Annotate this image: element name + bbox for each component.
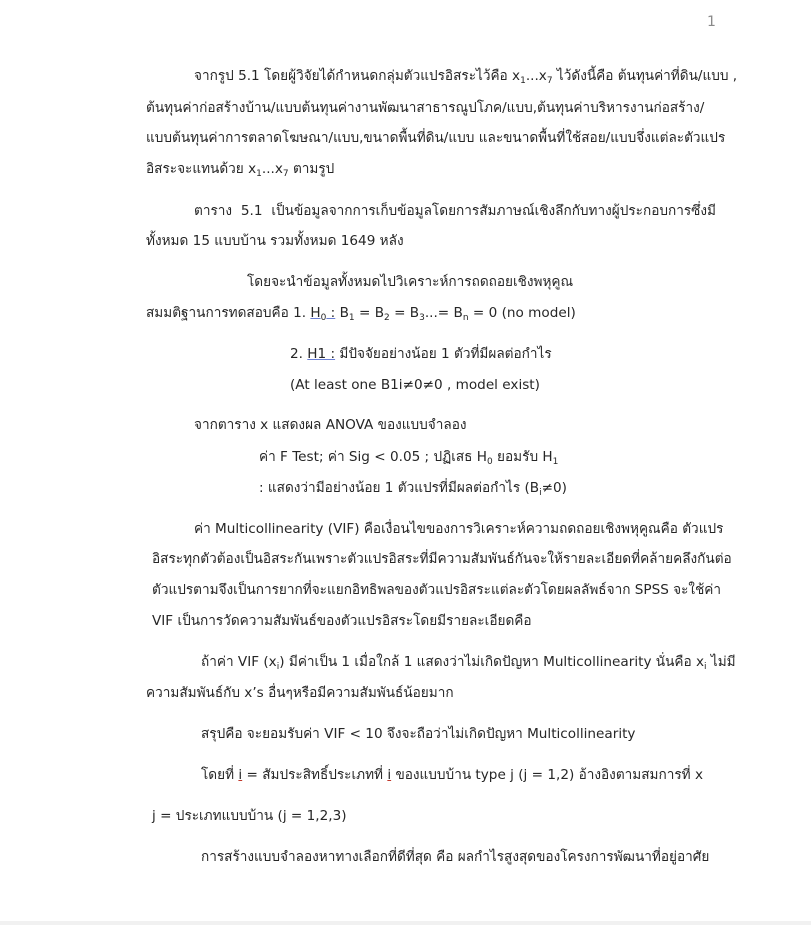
para1-line1: จากรูป 5.1 โดยผู้วิจัยได้กำหนดกลุ่มตัวแปรอิสระไว้คือ $x_1...x_7$ ไว้ดังนี้คือ ต้นทุนค่าที่ดิน/แบบ ,: [194, 68, 738, 86]
para1-line2: ต้นทุนค่าก่อสร้างบ้าน/แบบต้นทุนค่างานพัฒนาสาธารณูปโภค/แบบ,ต้นทุนค่าบริหารงานก่อสร้าง/: [146, 100, 705, 116]
para8-line2: j = ประเภทแบบบ้าน (j = 1,2,3): [152, 808, 347, 824]
para9-line1: การสร้างแบบจำลองหาทางเลือกที่ดีที่สุด คือ ผลกำไรสูงสุดของโครงการพัฒนาที่อยู่อาศัย: [201, 849, 710, 865]
para3-line1: โดยจะนำข้อมูลทั้งหมดไปวิเคราะห์การถดถอยเชิงพหุคูณ: [247, 274, 574, 290]
para5-line3: ตัวแปรตามจึงเป็นการยากที่จะแยกอิทธิพลของตัวแปรอิสระแต่ละตัวโดยผลลัพธ์จาก SPSS จะใช้ค่า: [152, 582, 722, 598]
para2-line2: ทั้งหมด 15 แบบบ้าน รวมทั้งหมด 1649 หลัง: [146, 233, 404, 249]
para7-line1: สรุปคือ จะยอมรับค่า VIF < 10 จึงจะถือว่าไม่เกิดปัญหา Multicollinearity: [201, 726, 636, 742]
para6-line1: ถ้าค่า VIF $(x_i)$ มีค่าเป็น 1 เมื่อใกล้ 1 แสดงว่าไม่เกิดปัญหา Multicollinearity นั่นคือ $x_i$ ไม่มี: [201, 654, 736, 672]
para2-line1: ตาราง 5.1 เป็นข้อมูลจากการเก็บข้อมูลโดยการสัมภาษณ์เชิงลึกกับทางผู้ประกอบการซึ่งมี: [194, 203, 716, 219]
para6-line2: ความสัมพันธ์กับ x’s อื่นๆหรือมีความสัมพันธ์น้อยมาก: [146, 685, 454, 701]
para5-line2: อิสระทุกตัวต้องเป็นอิสระกันเพราะตัวแปรอิสระที่มีความสัมพันธ์กันจะให้รายละเอียดที่คล้ายคลึงกันต่อ: [152, 551, 732, 567]
page-number: 1: [707, 14, 716, 30]
hypothesis-h0: สมมติฐานการทดสอบคือ 1. $H_0$ : $B_1 = B_2 = B_3...= B_n = 0$ (no model): [146, 305, 576, 323]
para5-line4: VIF เป็นการวัดความสัมพันธ์ของตัวแปรอิสระโดยมีรายละเอียดคือ: [152, 613, 532, 629]
para4-line3: : แสดงว่ามีอย่างน้อย 1 ตัวแปรที่มีผลต่อกำไร $(B_i\ne 0)$: [259, 480, 567, 498]
hypothesis-h1: 2. H1 : มีปัจจัยอย่างน้อย 1 ตัวที่มีผลต่อกำไร: [290, 346, 552, 362]
page-bottom-edge: [0, 921, 811, 925]
para4-line2: ค่า F Test; ค่า Sig < 0.05 ; ปฏิเสธ $H_0$ ยอมรับ $H_1$: [259, 449, 559, 467]
para1-line3: แบบต้นทุนค่าการตลาดโฆษณา/แบบ,ขนาดพื้นที่ดิน/แบบ และขนาดพื้นที่ใช้สอย/แบบจึ่งแต่ละตัวแปร: [146, 130, 726, 146]
para1-line4: อิสระจะแทนด้วย $x_1...x_7$ ตามรูป: [146, 161, 335, 179]
para5-line1: ค่า Multicollinearity (VIF) คือเงื่อนไขของการวิเคราะห์ความถดถอยเชิงพหุคูณคือ ตัวแปร: [194, 521, 724, 537]
para4-line1: จากตาราง x แสดงผล ANOVA ของแบบจำลอง: [194, 417, 467, 433]
para8-line1: โดยที่ i = สัมประสิทธิ์ประเภทที่ i ของแบบบ้าน type j (j = 1,2) อ้างอิงตามสมการที่ x: [201, 767, 703, 783]
hypothesis-h1-english: (At least one B1i≠0≠0 , model exist): [290, 377, 540, 393]
